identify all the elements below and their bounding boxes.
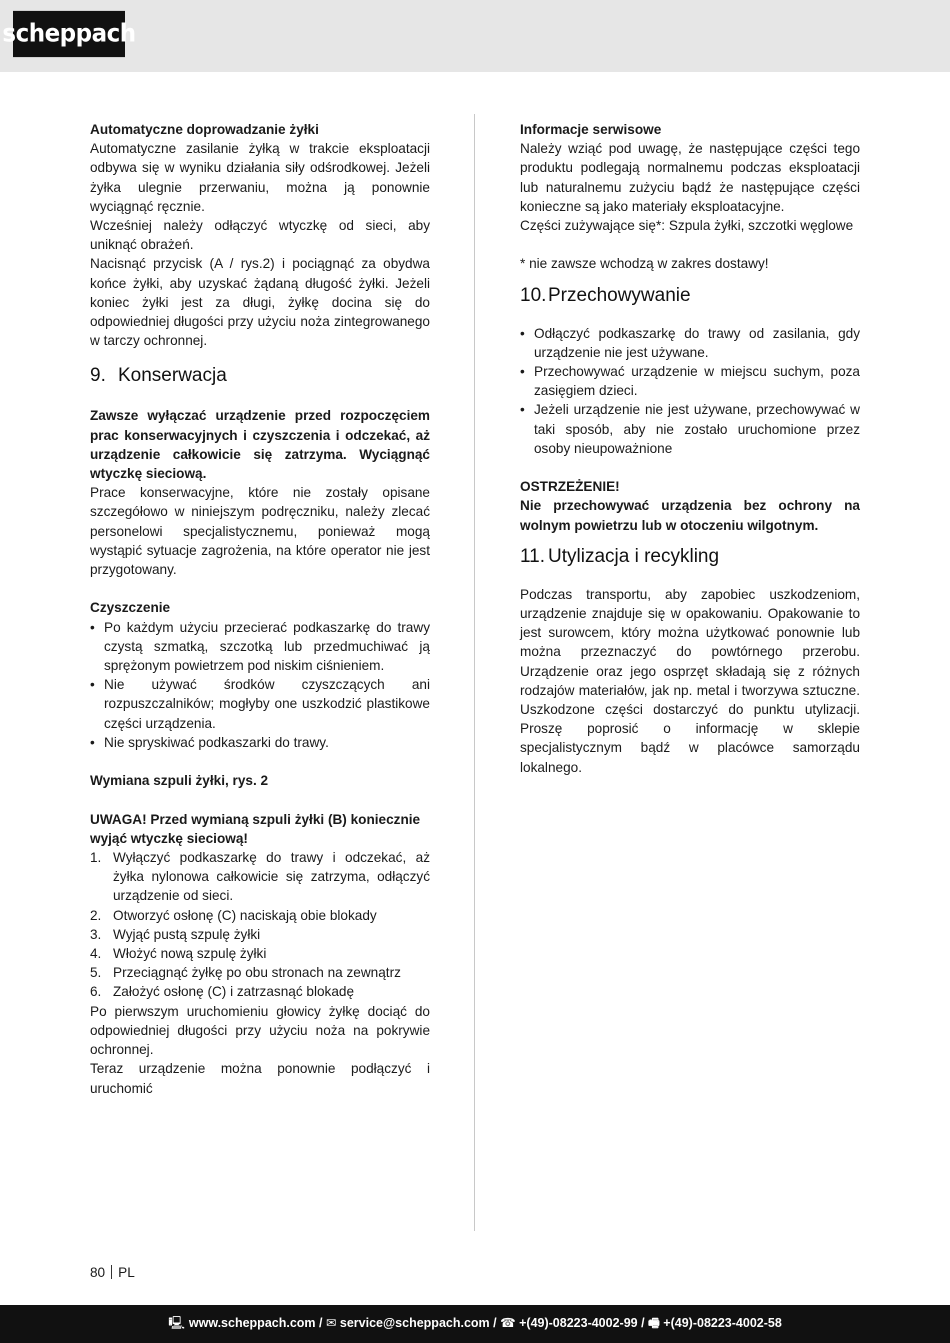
section-9-title: Konserwacja [118, 365, 227, 387]
section-11-number: 11. [520, 545, 546, 567]
warning-label: OSTRZEŻENIE! [520, 479, 620, 495]
section-10-number: 10. [520, 284, 547, 306]
list-item: 6. Założyć osłonę (C) i zatrzasnąć blokadę [90, 984, 355, 1000]
scheppach-logo: scheppach [13, 11, 125, 57]
section-10-title: Przechowywanie [548, 284, 691, 306]
section-11-heading [520, 545, 860, 569]
service-paragraph-2: Części zużywające się*: Szpula żyłki, szczotki węglowe [520, 218, 854, 234]
auto-feed-title: Automatyczne doprowadzanie żyłki [90, 122, 319, 137]
footer-contact: www.scheppach.com / ✉ service@scheppach.com / ☎ +(49)-08223-4002-99 / 🖷 +(49)-08223-4002-58 [188, 1315, 782, 1330]
list-item: 1. Wyłączyć podkaszarkę do trawy i odczekać, aż żyłka nylonowa całkowicie się zatrzyma, odłączyć urządzenie od sieci. [90, 850, 430, 904]
list-item: 3. Wyjąć pustą szpulę żyłki [90, 926, 261, 942]
auto-feed-paragraph-1: Automatyczne zasilanie żyłką w trakcie eksploatacji odbywa się w wyniku działania siły odśrodkowej. Jeżeli żyłka ulegnie przerwaniu, można ją ponownie wyciągnąć ręcznie. [90, 141, 430, 214]
storage-list [520, 324, 860, 458]
list-item: • Przechowywać urządzenie w miejscu suchym, poza zasięgiem dzieci. [520, 364, 860, 399]
service-note: * nie zawsze wchodzą w zakres dostawy! [520, 256, 769, 272]
header-bar [0, 0, 950, 72]
list-item: • Odłączyć podkaszarkę do trawy od zasilania, gdy urządzenie nie jest używane. [520, 325, 860, 360]
list-item: • Nie spryskiwać podkaszarki do trawy. [90, 734, 329, 750]
service-paragraph-1: Należy wziąć pod uwagę, że następujące części tego produktu podlegają normalnemu podczas eksploatacji lub naturalnemu zużyciu bądź że następujące części konieczne są jako materiały eksploatacyjne. [520, 141, 860, 214]
spool-paragraph-2: Teraz urządzenie można ponownie podłączyć i uruchomić [90, 1061, 430, 1096]
service-title: Informacje serwisowe [520, 122, 662, 137]
page-number: 80 PL [90, 1265, 135, 1280]
cleaning-list [90, 618, 430, 752]
column-divider [474, 114, 475, 1231]
list-item: • Nie używać środków czyszczących ani rozpuszczalników; mogłyby one uszkodzić plastikowe części urządzenia. [90, 677, 430, 731]
list-item: 2. Otworzyć osłonę (C) naciskają obie blokady [90, 907, 377, 923]
section-11-title: Utylizacja i recykling [548, 545, 720, 567]
list-item: • Po każdym użyciu przecierać podkaszarkę do trawy czystą szmatką, szczotką lub przedmuchiwać ją sprężonym powietrzem pod niskim ciśnieniem. [90, 619, 430, 674]
computer-icon: 🖳 [168, 1315, 185, 1330]
spool-warning: UWAGA! Przed wymianą szpuli żyłki (B) koniecznie wyjąć wtyczkę sieciową! [90, 811, 421, 846]
list-item: 4. Włożyć nową szpulę żyłki [90, 946, 267, 962]
right-column [520, 120, 860, 777]
list-item: • Jeżeli urządzenie nie jest używane, przechowywać w taki sposób, aby nie zostało uruchomione przez osoby nieupoważnione [520, 402, 860, 456]
spool-paragraph-1: Po pierwszym uruchomieniu głowicy żyłkę dociąć do odpowiedniej długości przy użyciu noża na pokrywie ochronnej. [90, 1003, 430, 1058]
left-column [90, 120, 430, 1098]
section-10-heading [520, 284, 860, 308]
spool-replacement-title: Wymiana szpuli żyłki, rys. 2 [90, 773, 269, 789]
disposal-paragraph: Podczas transportu, aby zapobiec uszkodzeniom, urządzenie znajduje się w opakowaniu. Opakowanie to jest surowcem, który można użytkować ponownie lub można przeznaczyć do powtórnego przerobu. Urządzenie oraz jego osprzęt składają się z różnych rodzajów materiałów, jak np. metal i tworzywa sztuczne. Uszkodzone części dostarczyć do punktu utylizacji. Proszę poprosić o informację w sklepie specjalistycznym bądź w placówce samorządu lokalnego. [520, 586, 860, 775]
spool-steps-list [90, 848, 430, 1002]
cleaning-title: Czyszczenie [90, 600, 171, 616]
warning-text: Nie przechowywać urządzenia bez ochrony na wolnym powietrzu lub w otoczeniu wilgotnym. [520, 498, 860, 533]
footer-bar [0, 1305, 950, 1343]
maintenance-warning: Zawsze wyłączać urządzenie przed rozpoczęciem prac konserwacyjnych i czyszczenia i odczekać, aż urządzenie całkowicie się zatrzyma. Wyciągnąć wtyczkę sieciową. [90, 408, 430, 482]
section-9-heading [90, 364, 430, 388]
auto-feed-paragraph-2: Wcześniej należy odłączyć wtyczkę od sieci, aby uniknąć obrażeń. [90, 218, 430, 253]
section-9-number: 9. [90, 365, 106, 387]
maintenance-paragraph: Prace konserwacyjne, które nie zostały opisane szczegółowo w niniejszym podręczniku, należy zlecać personelowi specjalistycznemu, ponieważ mogą wystąpić sytuacje zagrożenia, na które operator nie jest przygotowany. [90, 485, 430, 578]
list-item: 5. Przeciągnąć żyłkę po obu stronach na zewnątrz [90, 965, 401, 981]
auto-feed-paragraph-3: Nacisnąć przycisk (A / rys.2) i pociągnąć za obydwa końce żyłki, aby uzyskać żądaną długość żyłki. Jeżeli koniec żyłki jest za długi, żyłkę docina się do odpowiedniej długości przy użyciu noża zintegrowanego w tarczy ochronnej. [90, 256, 430, 349]
